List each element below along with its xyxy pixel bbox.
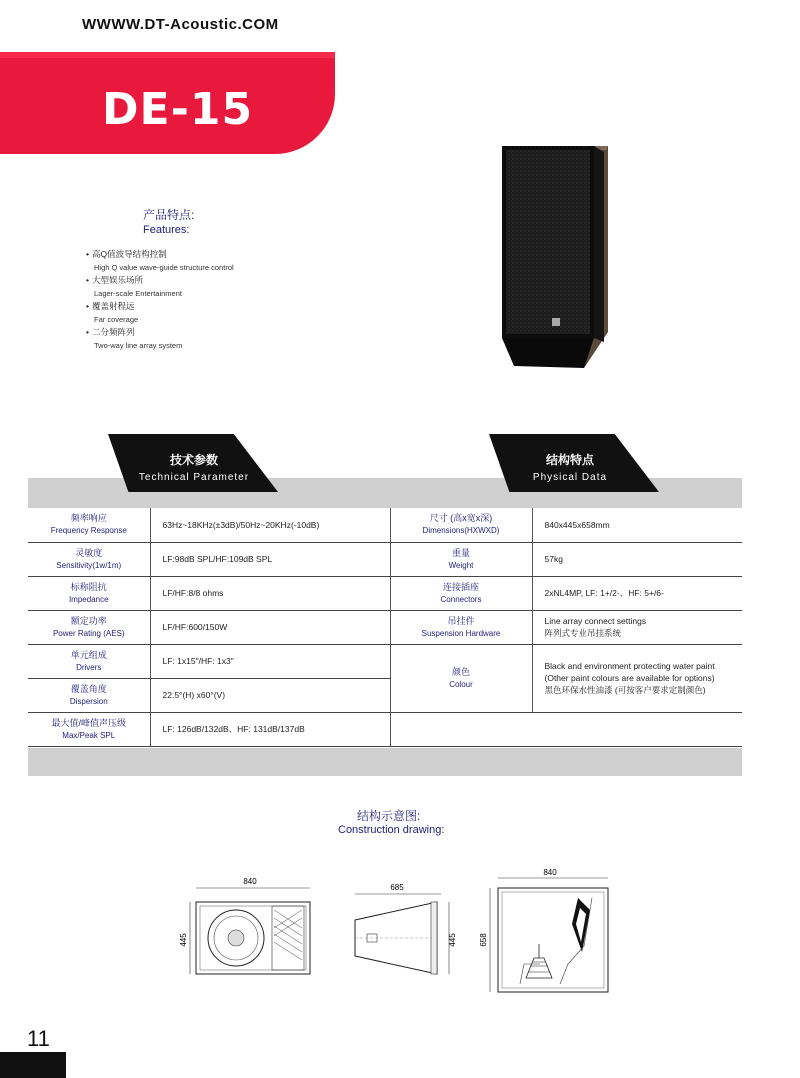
spec-label-cn: 额定功率 <box>70 615 107 626</box>
top-view-drawing <box>480 868 620 998</box>
spec-label-cn: 吊挂件 <box>447 615 475 626</box>
drawing-title-cn: 结构示意图: <box>357 809 421 823</box>
feature-item-cn: • 大型娱乐场所 <box>86 274 316 287</box>
spec-label-cn: 频率响应 <box>70 513 107 524</box>
spec-label <box>390 576 532 610</box>
spec-label-en: Suspension Hardware <box>421 628 501 638</box>
spec-value: 840x445x658mm <box>532 508 742 542</box>
table-row <box>28 508 742 542</box>
feature-item-cn: • 覆盖射程远 <box>86 300 316 313</box>
spec-value-line: Black and environment protecting water paint <box>544 661 715 671</box>
spec-label-en: Dimensions(HXWXD) <box>422 526 500 536</box>
features-list <box>86 248 316 352</box>
features-title-en: Features: <box>143 224 190 236</box>
technical-tab-cn: 技术参数 <box>169 453 218 467</box>
spec-label-cn: 单元组成 <box>70 649 107 660</box>
spec-value: 22.5°(H) x60°(V) <box>150 678 390 712</box>
page-number: 11 <box>27 1026 50 1051</box>
model-title: DE-15 <box>102 84 254 135</box>
feature-item-en: Lager-scale Entertainment <box>94 289 182 298</box>
front-height-label: 445 <box>179 933 188 947</box>
spec-label-en: Colour <box>449 679 473 689</box>
spec-value: 57kg <box>532 542 742 576</box>
spec-label <box>28 508 150 542</box>
spec-label <box>28 576 150 610</box>
front-width-label: 840 <box>243 877 257 886</box>
spec-table <box>28 508 742 747</box>
spec-label <box>28 712 150 746</box>
spec-label-cn: 尺寸 (高x宽x深) <box>429 513 493 524</box>
spec-label-en: Max/Peak SPL <box>62 730 116 740</box>
physical-tab-cn: 结构特点 <box>545 453 594 467</box>
spec-label-cn: 颜色 <box>451 666 470 677</box>
spec-label-en: Dispersion <box>69 696 108 706</box>
spec-label <box>28 610 150 644</box>
spec-value: LF/HF:8/8 ohms <box>150 576 390 610</box>
spec-label-en: Drivers <box>76 662 102 672</box>
side-height-label: 445 <box>448 933 457 947</box>
features-title-cn: 产品特点: <box>143 208 195 222</box>
spec-value: LF:98dB SPL/HF:109dB SPL <box>150 542 390 576</box>
table-footer-bar <box>28 748 742 776</box>
spec-label <box>390 508 532 542</box>
physical-tab-label <box>500 451 640 483</box>
spec-value-line: Line array connect settings <box>544 616 647 626</box>
spec-label-en: Weight <box>448 560 474 570</box>
spec-label <box>28 542 150 576</box>
speaker-product-image <box>496 142 616 370</box>
empty-cell <box>390 712 742 746</box>
spec-value <box>532 610 742 644</box>
spec-label <box>390 644 532 712</box>
drawing-title-en: Construction drawing: <box>338 824 445 836</box>
spec-value-line: 黑色环保水性油漆 (可按客户要求定制颜色) <box>544 685 706 695</box>
spec-label <box>28 678 150 712</box>
table-row <box>28 712 742 746</box>
spec-label-cn: 标称阻抗 <box>70 581 107 592</box>
spec-value: LF/HF:600/150W <box>150 610 390 644</box>
spec-value <box>532 644 742 712</box>
spec-label-cn: 重量 <box>451 547 470 558</box>
spec-value-line: (Other paint colours are available for options) <box>544 673 715 683</box>
physical-tab-en: Physical Data <box>532 472 608 483</box>
spec-label-en: Sensitivity(1w/1m) <box>56 560 122 570</box>
spec-label <box>390 542 532 576</box>
top-width-label: 840 <box>543 868 557 877</box>
technical-tab-en: Technical Parameter <box>138 472 250 483</box>
spec-label-en: Impedance <box>68 594 109 604</box>
table-row <box>28 576 742 610</box>
spec-label-en: Frequency Response <box>50 526 127 536</box>
spec-label <box>390 610 532 644</box>
spec-label-en: Connectors <box>440 594 482 604</box>
table-row <box>28 542 742 576</box>
table-row <box>28 610 742 644</box>
top-height-label: 658 <box>479 933 488 947</box>
feature-item-cn: • 高Q值波导结构控制 <box>86 248 316 261</box>
feature-item-cn: • 二分频阵列 <box>86 326 316 339</box>
spec-label-en: Power Rating (AES) <box>52 628 125 638</box>
spec-label-cn: 灵敏度 <box>75 547 103 558</box>
feature-item-en: Far coverage <box>94 315 139 324</box>
spec-value: LF: 126dB/132dB、HF: 131dB/137dB <box>150 712 390 746</box>
technical-tab-label <box>124 451 264 483</box>
spec-value: LF: 1x15"/HF: 1x3" <box>150 644 390 678</box>
spec-label-cn: 覆盖角度 <box>70 683 107 694</box>
table-row <box>28 644 742 678</box>
spec-value: 2xNL4MP, LF: 1+/2-、HF: 5+/6- <box>532 576 742 610</box>
spec-label <box>28 644 150 678</box>
side-width-label: 685 <box>390 883 404 892</box>
side-view-drawing <box>345 868 465 988</box>
feature-item-en: High Q value wave-guide structure control <box>94 263 234 272</box>
spec-label-cn: 连接插座 <box>442 581 479 592</box>
feature-item-en: Two-way line array system <box>94 341 183 350</box>
spec-label-cn: 最大值/峰值声压级 <box>51 717 126 728</box>
front-view-drawing <box>180 868 320 988</box>
site-url: WWWW.DT-Acoustic.COM <box>82 16 279 33</box>
corner-block <box>0 1052 66 1078</box>
spec-value: 63Hz~18KHz(±3dB)/50Hz~20KHz(-10dB) <box>150 508 390 542</box>
spec-value-line: 阵列式专业吊挂系统 <box>544 628 622 638</box>
